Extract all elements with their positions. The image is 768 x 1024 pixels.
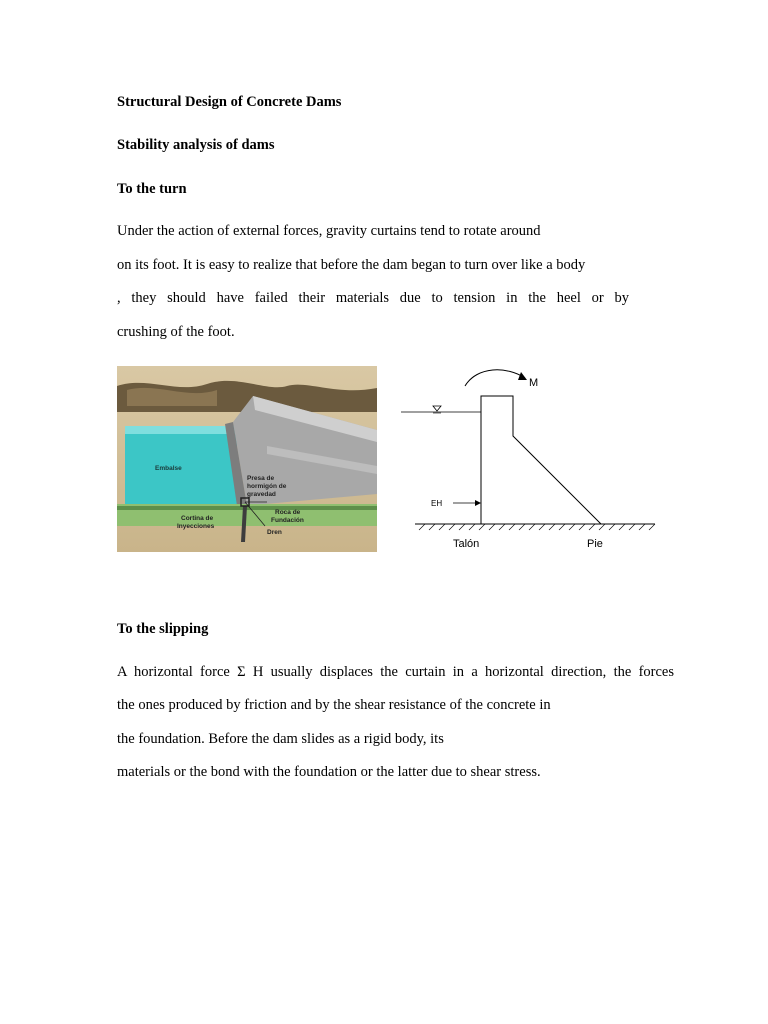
paragraph-line: the foundation. Before the dam slides as a rigid body, its bbox=[117, 731, 444, 747]
paragraph-line: the ones produced by friction and by the shear resistance of the concrete in bbox=[117, 697, 551, 713]
label-moment: M bbox=[529, 377, 539, 389]
label-rock-1: Roca de bbox=[275, 509, 301, 516]
label-heel: Talón bbox=[453, 538, 480, 550]
label-curtain-2: Inyecciones bbox=[177, 523, 215, 530]
paragraph-line: materials or the bond with the foundation or the latter due to shear stress. bbox=[117, 764, 541, 780]
paragraph-line: crushing of the foot. bbox=[117, 324, 235, 340]
label-dam-3: gravedad bbox=[247, 491, 276, 498]
document-title: Structural Design of Concrete Dams bbox=[117, 94, 342, 110]
paragraph-line: Under the action of external forces, gravity curtains tend to rotate around bbox=[117, 223, 541, 239]
label-toe: Pie bbox=[587, 538, 603, 550]
paragraph-line: , they should have failed their materials due to tension in the heel or by bbox=[117, 290, 629, 306]
label-drain: Dren bbox=[267, 529, 282, 536]
label-curtain-1: Cortina de bbox=[181, 515, 214, 522]
section-heading-turn: To the turn bbox=[117, 181, 187, 197]
label-force: EH bbox=[431, 499, 443, 508]
section-heading-slipping: To the slipping bbox=[117, 621, 209, 637]
dam-illustration bbox=[117, 366, 377, 552]
document-subtitle: Stability analysis of dams bbox=[117, 137, 275, 153]
force-diagram bbox=[397, 366, 662, 552]
paragraph-line: A horizontal force Σ H usually displaces the curtain in a horizontal direction, the forces bbox=[117, 664, 674, 680]
label-dam-2: hormigón de bbox=[247, 483, 287, 490]
paragraph-line: on its foot. It is easy to realize that before the dam began to turn over like a body bbox=[117, 257, 586, 273]
label-rock-2: Fundación bbox=[271, 517, 304, 524]
label-reservoir: Embalse bbox=[155, 465, 182, 472]
label-dam-1: Presa de bbox=[247, 475, 275, 482]
